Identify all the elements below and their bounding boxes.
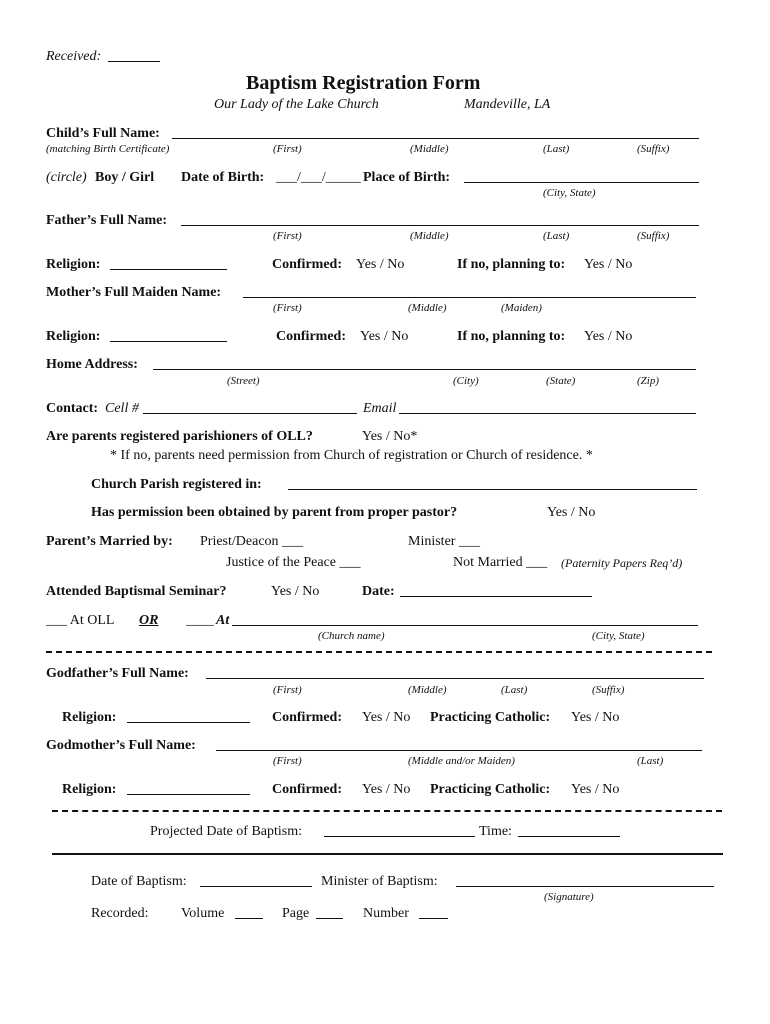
baptism-date-label: Date of Baptism: xyxy=(91,874,187,889)
godfather-confirmed-label: Confirmed: xyxy=(272,710,342,725)
father-planning-options[interactable]: Yes / No xyxy=(584,257,633,272)
child-name-field[interactable] xyxy=(172,138,699,139)
seminar-label: Attended Baptismal Seminar? xyxy=(46,584,227,599)
child-last-caption: (Last) xyxy=(543,143,570,155)
pastor-permission-options[interactable]: Yes / No xyxy=(547,505,596,520)
father-name-label: Father’s Full Name: xyxy=(46,213,168,228)
seminar-date-label: Date: xyxy=(362,584,395,599)
father-planning-label: If no, planning to: xyxy=(457,257,566,272)
father-religion-field[interactable] xyxy=(110,269,227,270)
mother-maiden-caption: (Maiden) xyxy=(501,302,542,314)
page-label: Page xyxy=(282,906,310,921)
received-label: Received: xyxy=(46,49,102,64)
married-minister-option[interactable]: Minister ___ xyxy=(408,534,480,549)
godfather-confirmed-options[interactable]: Yes / No xyxy=(362,710,411,725)
not-married-option[interactable]: Not Married ___ xyxy=(453,555,548,570)
office-divider xyxy=(52,810,722,812)
mother-religion-label: Religion: xyxy=(46,329,101,344)
father-confirmed-label: Confirmed: xyxy=(272,257,342,272)
parishioner-question: Are parents registered parishioners of OLL? xyxy=(46,429,313,444)
godmother-first-caption: (First) xyxy=(273,755,302,767)
paternity-note: (Paternity Papers Req’d) xyxy=(561,556,683,570)
child-name-note: (matching Birth Certificate) xyxy=(46,143,170,155)
godmother-middle-caption: (Middle and/or Maiden) xyxy=(408,755,515,767)
mother-confirmed-options[interactable]: Yes / No xyxy=(360,329,409,344)
at-label: At xyxy=(216,613,230,628)
address-state-caption: (State) xyxy=(546,375,576,387)
circle-label: (circle) xyxy=(46,170,87,185)
time-label: Time: xyxy=(479,824,512,839)
church-location: Mandeville, LA xyxy=(464,97,551,112)
godfather-practicing-options[interactable]: Yes / No xyxy=(571,710,620,725)
godfather-religion-label: Religion: xyxy=(62,710,117,725)
child-first-caption: (First) xyxy=(273,143,302,155)
mother-first-caption: (First) xyxy=(273,302,302,314)
sex-options[interactable]: Boy / Girl xyxy=(95,170,155,185)
godfather-last-caption: (Last) xyxy=(501,684,528,696)
mother-religion-field[interactable] xyxy=(110,341,227,342)
mother-name-field[interactable] xyxy=(243,297,696,298)
pob-caption: (City, State) xyxy=(543,187,596,199)
godmother-practicing-options[interactable]: Yes / No xyxy=(571,782,620,797)
at-other-blank[interactable]: ____ xyxy=(186,613,214,628)
child-middle-caption: (Middle) xyxy=(410,143,449,155)
number-label: Number xyxy=(363,906,409,921)
address-zip-caption: (Zip) xyxy=(637,375,659,387)
church-name: Our Lady of the Lake Church xyxy=(214,97,379,112)
mother-planning-label: If no, planning to: xyxy=(457,329,566,344)
cell-label: Cell # xyxy=(105,401,139,416)
volume-label: Volume xyxy=(181,906,225,921)
baptism-date-field[interactable] xyxy=(200,886,312,887)
married-justice-option[interactable]: Justice of the Peace ___ xyxy=(226,555,361,570)
received-field[interactable] xyxy=(108,61,160,62)
email-label: Email xyxy=(363,401,397,416)
seminar-options[interactable]: Yes / No xyxy=(271,584,320,599)
godfather-middle-caption: (Middle) xyxy=(408,684,447,696)
child-name-label: Child’s Full Name: xyxy=(46,126,160,141)
father-religion-label: Religion: xyxy=(46,257,101,272)
signature-caption: (Signature) xyxy=(544,891,594,903)
pob-label: Place of Birth: xyxy=(363,170,451,185)
child-suffix-caption: (Suffix) xyxy=(637,143,670,155)
godfather-suffix-caption: (Suffix) xyxy=(592,684,625,696)
godfather-practicing-label: Practicing Catholic: xyxy=(430,710,551,725)
seminar-location-field[interactable] xyxy=(232,625,698,626)
godmother-religion-label: Religion: xyxy=(62,782,117,797)
contact-label: Contact: xyxy=(46,401,99,416)
godmother-name-field[interactable] xyxy=(216,750,702,751)
pob-field[interactable] xyxy=(464,182,699,183)
page-field[interactable] xyxy=(316,918,343,919)
seminar-citystate-caption: (City, State) xyxy=(592,630,645,642)
godmother-confirmed-label: Confirmed: xyxy=(272,782,342,797)
seminar-date-field[interactable] xyxy=(400,596,592,597)
church-parish-field[interactable] xyxy=(288,489,697,490)
godmother-confirmed-options[interactable]: Yes / No xyxy=(362,782,411,797)
church-parish-label: Church Parish registered in: xyxy=(91,477,262,492)
minister-label: Minister of Baptism: xyxy=(321,874,438,889)
father-middle-caption: (Middle) xyxy=(410,230,449,242)
cell-field[interactable] xyxy=(143,413,357,414)
address-city-caption: (City) xyxy=(453,375,479,387)
permission-note: * If no, parents need permission from Church of registration or Church of residence. * xyxy=(110,448,593,463)
married-by-label: Parent’s Married by: xyxy=(46,534,173,549)
projected-date-label: Projected Date of Baptism: xyxy=(150,824,303,839)
dob-label: Date of Birth: xyxy=(181,170,265,185)
minister-signature-field[interactable] xyxy=(456,886,714,887)
godfather-name-field[interactable] xyxy=(206,678,704,679)
office-rule xyxy=(52,853,723,855)
mother-confirmed-label: Confirmed: xyxy=(276,329,346,344)
mother-name-label: Mother’s Full Maiden Name: xyxy=(46,285,222,300)
section-divider xyxy=(46,651,712,653)
godmother-name-label: Godmother’s Full Name: xyxy=(46,738,196,753)
father-suffix-caption: (Suffix) xyxy=(637,230,670,242)
mother-middle-caption: (Middle) xyxy=(408,302,447,314)
address-label: Home Address: xyxy=(46,357,138,372)
volume-field[interactable] xyxy=(235,918,263,919)
at-oll-option[interactable]: ___ At OLL xyxy=(46,613,115,628)
pastor-permission-question: Has permission been obtained by parent from proper pastor? xyxy=(91,505,458,520)
father-name-field[interactable] xyxy=(181,225,699,226)
godmother-last-caption: (Last) xyxy=(637,755,664,767)
dob-field[interactable]: ___/___/_____ xyxy=(276,170,361,185)
married-priest-option[interactable]: Priest/Deacon ___ xyxy=(200,534,304,549)
father-first-caption: (First) xyxy=(273,230,302,242)
father-confirmed-options[interactable]: Yes / No xyxy=(356,257,405,272)
godmother-religion-field[interactable] xyxy=(127,794,250,795)
father-last-caption: (Last) xyxy=(543,230,570,242)
number-field[interactable] xyxy=(419,918,448,919)
parishioner-options[interactable]: Yes / No* xyxy=(362,429,418,444)
or-label: OR xyxy=(139,613,159,628)
godmother-practicing-label: Practicing Catholic: xyxy=(430,782,551,797)
address-street-caption: (Street) xyxy=(227,375,260,387)
godfather-first-caption: (First) xyxy=(273,684,302,696)
seminar-church-caption: (Church name) xyxy=(318,630,385,642)
email-field[interactable] xyxy=(399,413,696,414)
projected-date-field[interactable] xyxy=(324,836,475,837)
time-field[interactable] xyxy=(518,836,620,837)
recorded-label: Recorded: xyxy=(91,906,149,921)
mother-planning-options[interactable]: Yes / No xyxy=(584,329,633,344)
godfather-religion-field[interactable] xyxy=(127,722,250,723)
form-title: Baptism Registration Form xyxy=(246,72,481,94)
address-field[interactable] xyxy=(153,369,696,370)
godfather-name-label: Godfather’s Full Name: xyxy=(46,666,189,681)
